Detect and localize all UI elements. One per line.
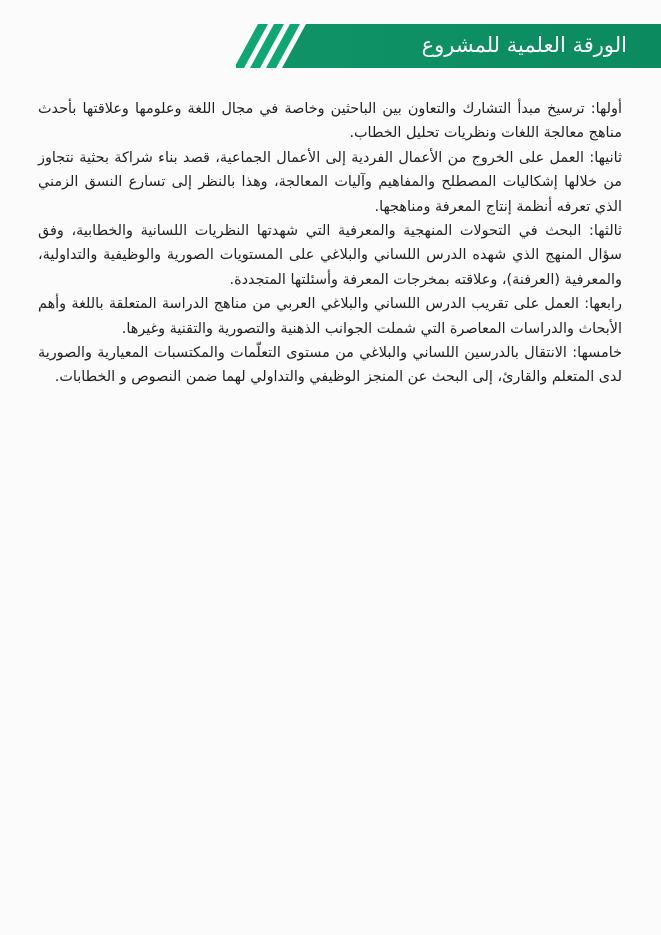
body-text bbox=[38, 97, 622, 390]
paragraph-5: خامسها: الانتقال بالدرسين اللساني والبلاغي من مستوى التعلّمات والمكتسبات المعيارية والصورية لدى المتعلم والقارئ، إلى البحث عن المنجز الوظيفي والتداولي لهما ضمن النصوص و الخطابات. bbox=[38, 345, 622, 386]
paragraph-2: ثانيها: العمل على الخروج من الأعمال الفردية إلى الأعمال الجماعية، قصد بناء شراكة بحثية نتجاوز من خلالها إشكاليات المصطلح والمفاهيم وآليات المعالجة، وهذا بالنظر إلى تسارع النسق الزمني الذي تعرفه أنظمة إنتاج المعرفة ومناهجها. bbox=[38, 149, 622, 215]
paragraph-1: أولها: ترسيخ مبدأ التشارك والتعاون بين الباحثين وخاصة في مجال اللغة وعلومها وعلاقتها بأحدث مناهج معالجة اللغات ونظريات تحليل الخطاب. bbox=[38, 101, 622, 142]
header-banner bbox=[236, 24, 661, 68]
paragraph-3: ثالثها: البحث في التحولات المنهجية والمعرفية التي شهدتها النظريات اللسانية والخطابية، وفق سؤال المنهج الذي شهده الدرس اللساني والبلاغي على المستويات الصورية والوظيفية والتداولية، والمعرفية (العرفنة)، وعلاقته بمخرجات المعرفة وأسئلتها المتجددة. bbox=[38, 223, 622, 288]
page-title: الورقة العلمية للمشروع bbox=[421, 33, 627, 57]
paragraph-4: رابعها: العمل على تقريب الدرس اللساني والبلاغي العربي من مناهج الدراسة المتعلقة باللغة وأهم الأبحاث والدراسات المعاصرة التي شملت الجوانب الذهنية والتصورية والتقنية وغيرها. bbox=[38, 296, 622, 337]
